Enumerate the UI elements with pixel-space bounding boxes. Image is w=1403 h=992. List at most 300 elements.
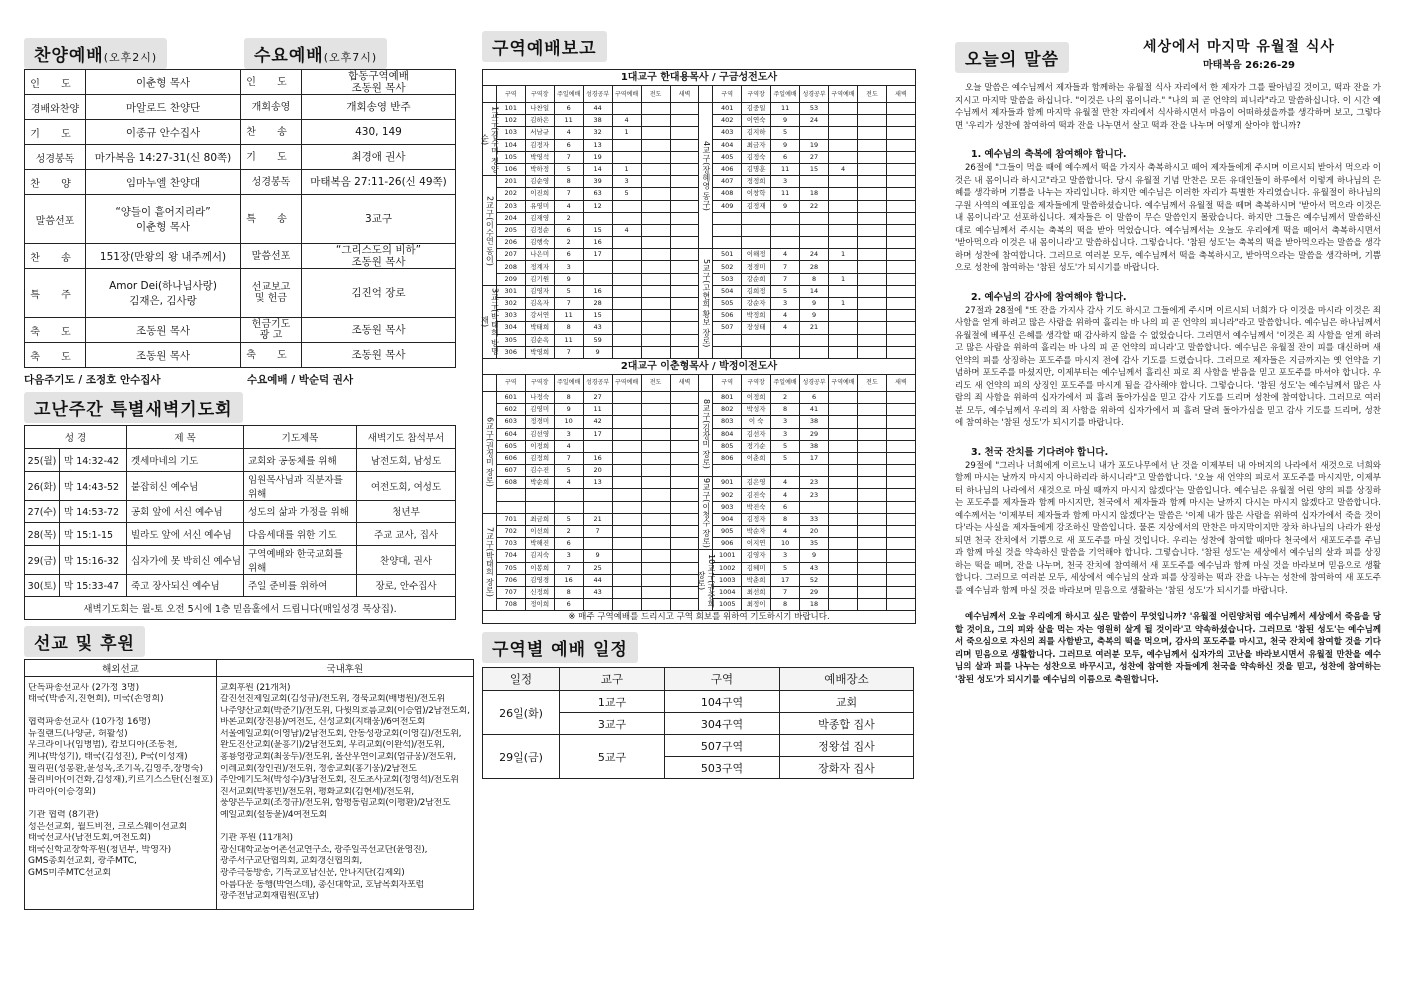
overseas-item: 기관 협력 (8기관) — [28, 810, 99, 821]
district-cell — [612, 428, 641, 440]
district-header: 구역 — [496, 86, 525, 103]
wednesday-value: 조동원 목사 — [302, 343, 456, 368]
district-cell — [886, 346, 915, 358]
district-cell: 박순자 — [742, 526, 771, 538]
sermon-point-3: 3. 천국 잔치를 기다려야 합니다. — [971, 446, 1109, 458]
district-cell: 김선영 — [525, 428, 554, 440]
district-cell — [641, 212, 670, 224]
district-cell — [829, 310, 858, 322]
wednesday-value: 430, 149 — [302, 120, 456, 145]
wednesday-value: 합동구역예배 조동원 목사 — [302, 70, 456, 95]
district-report-table — [482, 69, 916, 624]
district-cell: 17 — [800, 452, 829, 464]
wednesday-label: 개회송영 — [241, 95, 302, 120]
district-cell — [670, 188, 699, 200]
district-cell — [886, 249, 915, 261]
district-cell — [641, 139, 670, 151]
district-cell: 2 — [554, 212, 583, 224]
district-cell — [670, 440, 699, 452]
district-cell — [612, 298, 641, 310]
district-cell — [829, 550, 858, 562]
district-cell: 401 — [713, 103, 742, 115]
district-cell: 704 — [496, 550, 525, 562]
district-cell — [641, 440, 670, 452]
district-cell: 8 — [554, 322, 583, 334]
district-cell: 607 — [496, 465, 525, 477]
district-cell — [641, 452, 670, 464]
district-cell — [886, 322, 915, 334]
district-cell: 김영경 — [525, 574, 554, 586]
schedule-place: 장화자 집사 — [780, 757, 914, 779]
district-cell: 603 — [496, 416, 525, 428]
district-cell — [713, 224, 742, 236]
prayer-footer: 새벽기도회는 월-토 오전 5시에 1층 믿음홀에서 드립니다(매일성경 묵상집). — [25, 597, 456, 620]
district-cell — [641, 261, 670, 273]
district-cell: 박하정 — [525, 163, 554, 175]
district-cell — [612, 391, 641, 403]
district-cell: 유영미 — [525, 200, 554, 212]
district-cell — [612, 586, 641, 598]
district-title: 구역예배보고 — [482, 31, 607, 62]
district-header: 구역 — [496, 374, 525, 391]
district-cell — [886, 115, 915, 127]
district-cell — [641, 477, 670, 489]
district-cell — [641, 562, 670, 574]
district-cell — [858, 513, 887, 525]
district-cell: 김중일 — [742, 103, 771, 115]
wednesday-value: 개회송영 반주 — [302, 95, 456, 120]
district-cell — [858, 163, 887, 175]
district-cell: 105 — [496, 151, 525, 163]
district-cell: 1004 — [713, 586, 742, 598]
district-cell: 13 — [583, 139, 612, 151]
district-cell — [670, 200, 699, 212]
district-cell — [858, 298, 887, 310]
district-cell: 3 — [554, 550, 583, 562]
district-cell: 1 — [612, 163, 641, 175]
service-table — [24, 69, 456, 368]
district-cell — [829, 526, 858, 538]
district-cell: 김진숙 — [742, 489, 771, 501]
domestic-item: 광신대학교농어촌선교연구소, 광주일곡선교단(윤영진), — [219, 844, 428, 855]
district-cell — [641, 465, 670, 477]
district-cell: 나정숙 — [525, 391, 554, 403]
district-cell: 9 — [800, 298, 829, 310]
schedule-place: 정왕섭 집사 — [780, 735, 914, 757]
district-cell — [886, 489, 915, 501]
district-cell — [525, 489, 554, 501]
district-cell — [829, 127, 858, 139]
district-cell — [829, 334, 858, 346]
prayer-row — [25, 574, 456, 597]
district-cell — [886, 188, 915, 200]
district-cell: 박해진 — [525, 538, 554, 550]
district-cell — [858, 489, 887, 501]
domestic-item: 기관 후원 (11개처) — [219, 833, 293, 844]
district-cell: 2 — [771, 391, 800, 403]
district-cell: 903 — [713, 501, 742, 513]
district-cell: 6 — [800, 391, 829, 403]
district-cell — [829, 599, 858, 611]
district-cell — [583, 273, 612, 285]
district-cell — [886, 586, 915, 598]
district-cell: 박성자 — [742, 404, 771, 416]
district-cell: 3 — [554, 428, 583, 440]
district-cell — [858, 416, 887, 428]
district-cell: 김하은 — [525, 115, 554, 127]
district-cell — [670, 212, 699, 224]
district-group-title: 1대교구 한대용목사 / 구금성전도사 — [483, 70, 916, 86]
district-cell — [670, 489, 699, 501]
district-cell — [670, 526, 699, 538]
district-cell: 405 — [713, 151, 742, 163]
district-cell — [583, 501, 612, 513]
district-cell — [612, 452, 641, 464]
district-cell — [742, 346, 771, 358]
district-cell — [641, 200, 670, 212]
district-cell — [641, 526, 670, 538]
district-cell: 301 — [496, 285, 525, 297]
district-cell: 404 — [713, 139, 742, 151]
prayer-bible: 막 15:16-32 — [60, 545, 127, 574]
overseas-item: 단독파송선교사 (2가정 3명) — [28, 682, 140, 693]
district-cell: 604 — [496, 428, 525, 440]
district-cell: 1 — [829, 273, 858, 285]
district-cell — [670, 404, 699, 416]
district-cell: 41 — [800, 404, 829, 416]
column-right — [955, 36, 1381, 693]
sunday-label: 찬 송 — [25, 244, 86, 269]
district-cell: 39 — [583, 176, 612, 188]
district-cell: 5 — [771, 285, 800, 297]
schedule-district: 104구역 — [665, 691, 780, 713]
district-cell — [670, 416, 699, 428]
domestic-item: 주안에기도처(박성수)/3남전도회, 진도초사교회(정영석)/전도위 — [219, 775, 459, 786]
district-cell — [886, 261, 915, 273]
district-cell: 38 — [800, 416, 829, 428]
district-cell — [641, 310, 670, 322]
sermon-label: 오늘의 말씀 — [955, 42, 1069, 73]
district-cell: 박영희 — [525, 346, 554, 358]
district-header: 새벽 — [886, 374, 915, 391]
district-leader: 10교구(권중희 장로) — [699, 550, 713, 611]
schedule-date: 26일(화) — [483, 691, 560, 735]
district-cell — [858, 501, 887, 513]
district-cell: 11 — [771, 103, 800, 115]
service-row — [25, 318, 456, 343]
district-cell — [641, 416, 670, 428]
overseas-item: 태국선교사(남전도회,여전도회) — [28, 833, 151, 844]
district-cell: 24 — [800, 249, 829, 261]
district-cell: 이정희 — [742, 391, 771, 403]
district-cell: 6 — [554, 139, 583, 151]
district-cell: 김정자 — [525, 139, 554, 151]
district-cell: 2 — [554, 526, 583, 538]
district-leader: 5교구(고현희 황보 장로) — [699, 249, 713, 359]
district-cell: 11 — [771, 163, 800, 175]
district-cell: 4 — [771, 477, 800, 489]
district-cell — [583, 261, 612, 273]
district-cell: 5 — [771, 452, 800, 464]
district-cell: 28 — [800, 261, 829, 273]
district-cell — [670, 115, 699, 127]
district-cell: 14 — [583, 163, 612, 175]
district-cell: 707 — [496, 586, 525, 598]
district-cell: 206 — [496, 237, 525, 249]
district-cell: 102 — [496, 115, 525, 127]
district-cell — [829, 391, 858, 403]
domestic-item: 완도진산교회(윤흥기)/2남전도회, 우리교회(이완석)/전도위, — [219, 740, 445, 751]
district-cell: 11 — [583, 404, 612, 416]
district-cell: 16 — [583, 237, 612, 249]
wednesday-label: 특 송 — [241, 195, 302, 244]
district-cell: 59 — [583, 334, 612, 346]
domestic-item: 서울예일교회(이영남)/2남전도회, 안동성광교회(이영길)/전도위, — [219, 728, 462, 739]
district-cell — [800, 237, 829, 249]
prayer-topic: 교회와 공동체를 위해 — [244, 449, 357, 472]
wednesday-value: 최경애 권사 — [302, 145, 456, 170]
district-cell: 406 — [713, 163, 742, 175]
overseas-item: GMS미주MTC선교회 — [28, 868, 111, 878]
district-cell: 이 숙 — [742, 416, 771, 428]
district-cell: 32 — [583, 127, 612, 139]
district-cell — [612, 501, 641, 513]
district-cell: 16 — [554, 574, 583, 586]
district-cell — [829, 574, 858, 586]
district-cell — [742, 465, 771, 477]
district-cell — [829, 489, 858, 501]
district-cell: 15 — [583, 310, 612, 322]
district-cell — [641, 176, 670, 188]
domestic-item: 홍룡엉광교회(최웅두)/전도위, 올산우연이교회(엄규웅)/전도위, — [219, 752, 456, 763]
district-cell — [886, 538, 915, 550]
district-cell — [771, 237, 800, 249]
district-cell: 403 — [713, 127, 742, 139]
district-cell: 4 — [771, 526, 800, 538]
district-cell: 306 — [496, 346, 525, 358]
district-cell — [641, 322, 670, 334]
district-cell — [641, 489, 670, 501]
district-cell — [886, 103, 915, 115]
prayer-row — [25, 545, 456, 574]
district-cell — [886, 298, 915, 310]
district-cell: 804 — [713, 428, 742, 440]
district-cell: 23 — [800, 477, 829, 489]
district-cell: 204 — [496, 212, 525, 224]
district-cell — [670, 586, 699, 598]
district-cell: 1003 — [713, 574, 742, 586]
district-cell: 이연숙 — [742, 115, 771, 127]
district-row — [483, 249, 916, 261]
district-cell: 305 — [496, 334, 525, 346]
overseas-item: 태국(박종지,진현희), 미국(손영희) — [28, 694, 164, 705]
overseas-item: 케냐(박성기), 태국(김성진), P국(이성재) — [28, 752, 188, 763]
district-cell — [670, 127, 699, 139]
district-header: 성경공부 — [800, 374, 829, 391]
district-cell: 정기순 — [742, 440, 771, 452]
sunday-value: 마알로드 찬양단 — [86, 95, 241, 120]
district-cell — [858, 212, 887, 224]
district-leader: 2교구(이수연 동이) — [483, 176, 497, 286]
district-cell: 7 — [554, 298, 583, 310]
overseas-item: 불리비아(이건화,김성재),키르기스스탄(신철호) — [28, 775, 213, 786]
district-cell — [670, 224, 699, 236]
prayer-subject: 죽고 장사되신 예수님 — [127, 574, 244, 597]
district-cell: 104 — [496, 139, 525, 151]
district-cell: 이선희 — [525, 526, 554, 538]
prayer-date: 30(토) — [25, 574, 60, 597]
prayer-subject: 겟세마네의 기도 — [127, 449, 244, 472]
district-cell — [771, 465, 800, 477]
district-cell — [829, 586, 858, 598]
overseas-item: 성은선교회, 월드비전, 크로스웨이선교회 — [28, 821, 188, 832]
district-cell: 22 — [800, 200, 829, 212]
prayer-dept: 남전도회, 남성도 — [357, 449, 456, 472]
district-cell — [612, 261, 641, 273]
prayer-date: 25(월) — [25, 449, 60, 472]
prayer-row — [25, 449, 456, 472]
prayer-topic: 성도의 삶과 가정을 위해 — [244, 500, 357, 523]
wednesday-label: 헌금기도 광 고 — [241, 318, 302, 343]
domestic-item: 바론교회(장진용)/여전도, 신성교회(지태웅)/6여전도회 — [219, 717, 426, 728]
district-cell — [670, 550, 699, 562]
district-cell: 29 — [800, 586, 829, 598]
district-cell: 5 — [554, 465, 583, 477]
district-cell: 김희정 — [742, 285, 771, 297]
district-cell — [612, 151, 641, 163]
district-cell — [886, 562, 915, 574]
district-cell — [829, 115, 858, 127]
district-cell: 202 — [496, 188, 525, 200]
district-cell — [886, 391, 915, 403]
domestic-list — [216, 676, 473, 909]
district-cell — [858, 115, 887, 127]
district-cell — [670, 334, 699, 346]
overseas-item: 태국신학교장학후원(청년부, 박영자) — [28, 844, 172, 855]
district-cell — [829, 452, 858, 464]
district-cell: 24 — [800, 115, 829, 127]
district-cell — [641, 513, 670, 525]
service-notes: 다음주기도 / 조정호 안수집사 수요예배 / 박순덕 권사 — [24, 374, 354, 386]
district-cell: 6 — [554, 103, 583, 115]
district-group-row — [483, 70, 916, 86]
district-cell — [612, 273, 641, 285]
district-cell — [641, 404, 670, 416]
district-cell: 205 — [496, 224, 525, 236]
district-cell: 정정희 — [742, 176, 771, 188]
district-header: 전도 — [641, 86, 670, 103]
district-cell — [829, 501, 858, 513]
domestic-item: 예일교회(설동윤)/4여전도회 — [219, 810, 327, 821]
district-cell — [713, 346, 742, 358]
district-cell — [800, 212, 829, 224]
district-cell — [670, 391, 699, 403]
district-leader: 1교구(김수미 정양순) — [483, 103, 497, 176]
district-cell: 803 — [713, 416, 742, 428]
district-cell: 203 — [496, 200, 525, 212]
district-cell: 14 — [800, 285, 829, 297]
district-cell: 최금자 — [742, 139, 771, 151]
district-cell — [858, 237, 887, 249]
sunday-value: 이춘형 목사 — [86, 70, 241, 95]
district-cell: 최금희 — [525, 513, 554, 525]
district-header: 새벽 — [670, 86, 699, 103]
district-cell — [886, 440, 915, 452]
district-cell: 502 — [713, 261, 742, 273]
district-cell — [829, 346, 858, 358]
district-cell: 9 — [771, 139, 800, 151]
district-cell: 801 — [713, 391, 742, 403]
district-cell: 이진희 — [525, 188, 554, 200]
district-cell — [829, 538, 858, 550]
district-cell — [829, 139, 858, 151]
prayer-topic: 임원목사님과 직분자를 위해 — [244, 471, 357, 500]
prayer-bible: 막 15:1-15 — [60, 523, 127, 546]
district-cell — [858, 273, 887, 285]
wednesday-label: 찬 송 — [241, 120, 302, 145]
district-cell: 3 — [771, 416, 800, 428]
district-cell: 408 — [713, 188, 742, 200]
district-leader: 7교구(박태희 장로) — [483, 513, 497, 611]
district-cell: 28 — [583, 298, 612, 310]
schedule-header: 예배장소 — [780, 668, 914, 691]
district-row — [483, 550, 916, 562]
district-leader: 8교구(김장미 장로) — [699, 391, 713, 476]
district-cell: 503 — [713, 273, 742, 285]
district-cell: 407 — [713, 176, 742, 188]
district-cell: 17 — [771, 574, 800, 586]
district-cell — [583, 489, 612, 501]
district-cell — [858, 391, 887, 403]
district-cell: 박정희 — [742, 310, 771, 322]
district-cell: 최선희 — [742, 586, 771, 598]
overseas-item: 마리아(이승경외) — [28, 786, 96, 797]
district-cell: 박영석 — [525, 151, 554, 163]
district-cell — [829, 261, 858, 273]
district-cell: 25 — [583, 562, 612, 574]
district-cell — [641, 391, 670, 403]
prayer-row — [25, 471, 456, 500]
sunday-value: 조동원 목사 — [86, 343, 241, 368]
district-cell — [771, 346, 800, 358]
district-cell — [612, 574, 641, 586]
district-header: 성경공부 — [800, 86, 829, 103]
district-cell — [641, 151, 670, 163]
district-cell — [713, 212, 742, 224]
district-cell — [713, 237, 742, 249]
district-cell: 9 — [583, 550, 612, 562]
district-cell: 3 — [612, 176, 641, 188]
prayer-subject: 붙잡히신 예수님 — [127, 471, 244, 500]
schedule-district: 304구역 — [665, 713, 780, 735]
district-cell: 1005 — [713, 599, 742, 611]
district-cell: 김정희 — [525, 452, 554, 464]
district-cell: 강순자 — [742, 298, 771, 310]
district-cell — [886, 334, 915, 346]
sunday-title: 찬양예배(오후2시) — [24, 38, 167, 69]
district-cell — [829, 212, 858, 224]
district-cell: 20 — [583, 465, 612, 477]
domestic-item: 광주전남교회재림원(호남) — [219, 891, 319, 902]
district-cell — [886, 599, 915, 611]
district-cell: 506 — [713, 310, 742, 322]
district-cell — [641, 550, 670, 562]
district-cell: 16 — [583, 452, 612, 464]
schedule-header: 교구 — [560, 668, 665, 691]
district-header: 구역예배 — [612, 374, 641, 391]
district-cell: 2 — [554, 237, 583, 249]
service-row — [25, 269, 456, 318]
